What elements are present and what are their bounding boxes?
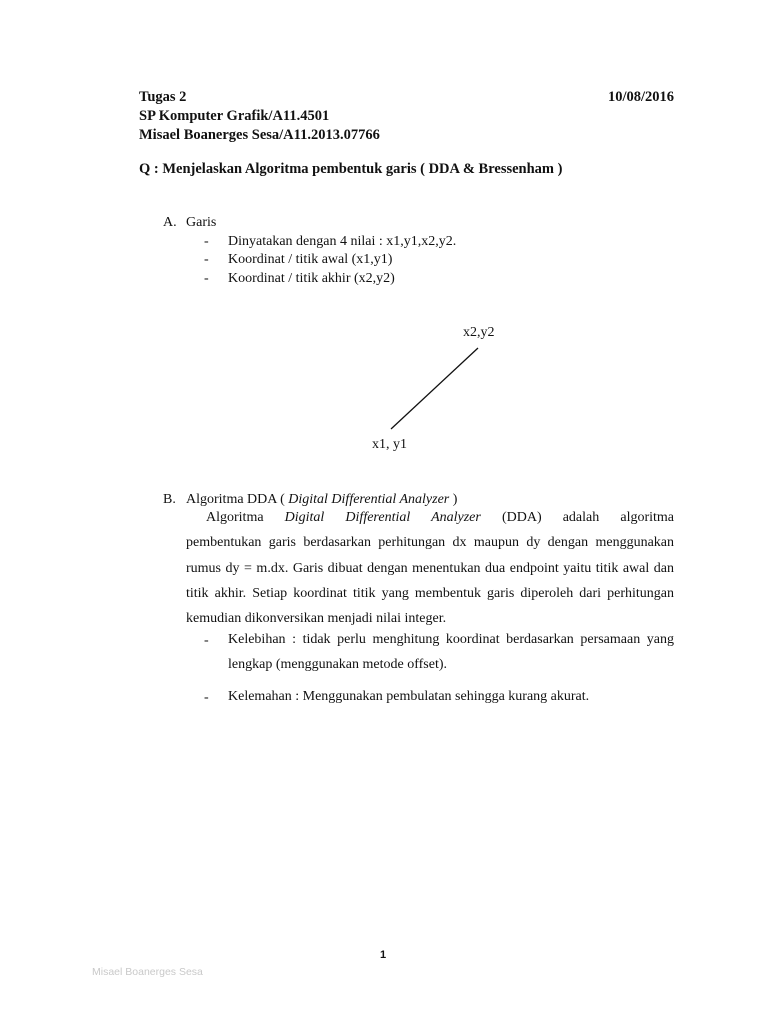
para-text-italic: Digital Differential Analyzer — [284, 510, 481, 525]
bullet-text: Koordinat / titik akhir (x2,y2) — [228, 271, 395, 286]
line-figure — [380, 340, 490, 440]
advantage-item: Kelebihan : tidak perlu menghitung koordinat berdasarkan persamaan yang lengkap (menggunakan metode offset). — [228, 632, 674, 673]
bullet-dash: - — [204, 690, 209, 705]
para-text-b: (DDA) adalah algoritma — [480, 510, 674, 525]
author-id: Misael Boanerges Sesa/A11.2013.07766 — [139, 127, 380, 143]
line-segment — [391, 348, 478, 429]
section-b-marker: B. — [163, 492, 176, 507]
section-a-marker: A. — [163, 215, 177, 230]
footer-author: Misael Boanerges Sesa — [92, 966, 203, 978]
figure-end-label: x2,y2 — [463, 325, 495, 340]
section-b-title-italic: Digital Differential Analyzer — [288, 492, 450, 507]
disadvantage-item: Kelemahan : Menggunakan pembulatan sehingga kurang akurat. — [228, 689, 590, 704]
task-title: Tugas 2 — [139, 89, 187, 105]
section-a-title: Garis — [186, 215, 217, 230]
bullet-dash: - — [204, 271, 209, 286]
bullet-dash: - — [204, 633, 209, 648]
course-code: SP Komputer Grafik/A11.4501 — [139, 108, 330, 124]
document-date: 10/08/2016 — [607, 89, 674, 105]
section-b-title-suffix: ) — [449, 492, 458, 507]
figure-start-label: x1, y1 — [372, 437, 407, 452]
dda-paragraph-rest: pembentukan garis berdasarkan perhitungan dx maupun dy dengan menggunakan rumus dy = m.dx. Garis dibuat dengan menentukan dua endpoint yaitu titik awal dan titik akhir. Setiap koordinat titik yang membentuk garis diperoleh dari perhitungan kemudian dikonversikan menjadi nilai integer. — [186, 535, 674, 627]
bullet-dash: - — [204, 234, 209, 249]
para-text-a: Algoritma — [206, 510, 285, 525]
question-heading: Q : Menjelaskan Algoritma pembentuk garis ( DDA & Bressenham ) — [139, 161, 563, 177]
bullet-text: Dinyatakan dengan 4 nilai : x1,y1,x2,y2. — [228, 234, 457, 249]
page-number: 1 — [380, 949, 387, 961]
bullet-dash: - — [204, 252, 209, 267]
section-b-title-prefix: Algoritma DDA ( — [186, 492, 289, 507]
bullet-text: Koordinat / titik awal (x1,y1) — [228, 252, 393, 267]
dda-paragraph — [186, 505, 674, 631]
dda-paragraph-line1 — [186, 505, 674, 530]
